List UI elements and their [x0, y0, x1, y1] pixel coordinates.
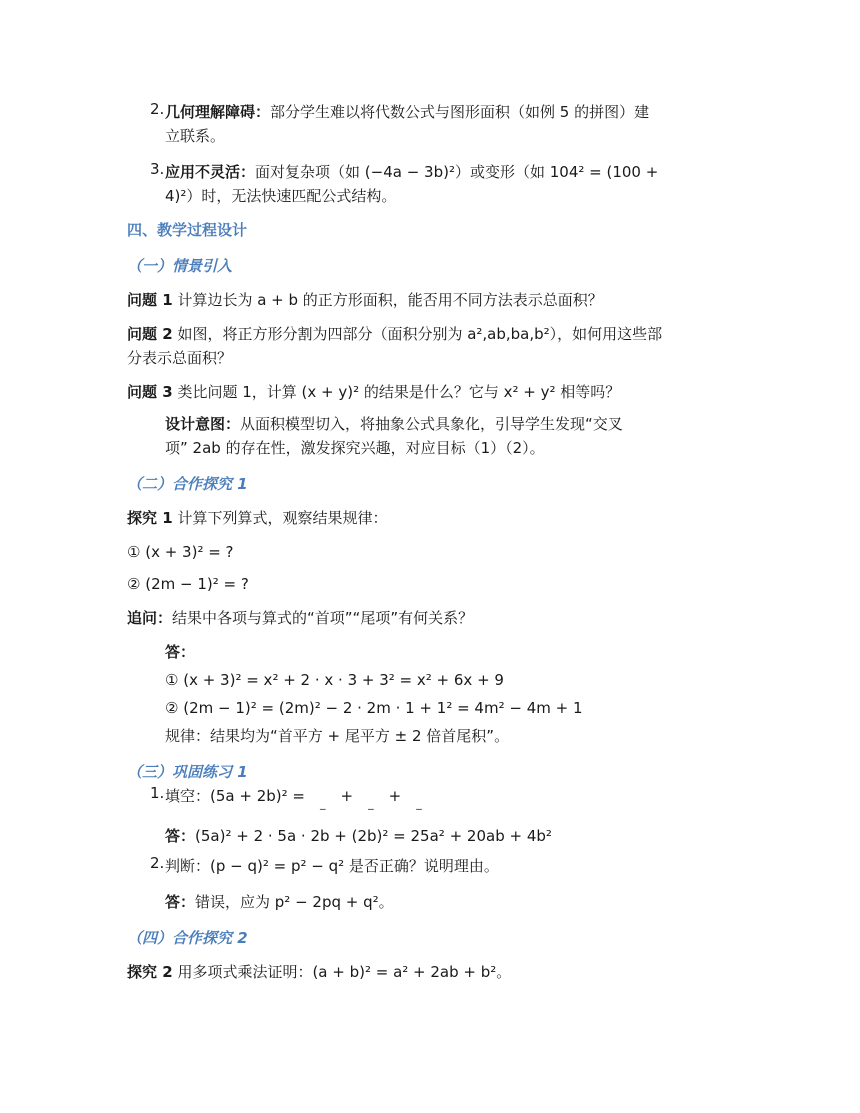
fill-blank: _	[368, 797, 374, 810]
subsection-heading: （一）情景引入	[127, 257, 233, 275]
item-label: 应用不灵活：	[165, 163, 256, 181]
explore-text: 用多项式乘法证明：(a + b)² = a² + 2ab + b²。	[172, 963, 512, 981]
answer-label-text: 答：	[165, 643, 196, 661]
question-text: 类比问题 1，计算 (x + y)² 的结果是什么？它与 x² + y² 相等吗？	[172, 383, 621, 401]
question-label: 问题 3	[127, 383, 173, 401]
list-number: 2.	[150, 854, 165, 872]
answer-line: ② (2m − 1)² = (2m)² − 2 · 2m · 1 + 1² = 4m² − 4m + 1	[165, 699, 583, 717]
list-item	[165, 160, 725, 184]
practice-2: 判断：(p − q)² = p² − q² 是否正确？说明理由。	[165, 857, 499, 875]
practice-text: 填空：(5a + 2b)² =	[165, 787, 305, 805]
answer-text: 错误，应为 p² − 2pq + q²。	[195, 893, 394, 911]
question-text: 如图，将正方形分割为四部分（面积分别为 a²,ab,ba,b²），如何用这些部	[172, 325, 663, 343]
item-text-cont: 立联系。	[165, 127, 226, 145]
item-text: 面对复杂项（如 (−4a − 3b)²）或变形（如 104² = (100 +	[255, 163, 659, 181]
exercise-item: ① (x + 3)² = ?	[127, 543, 234, 561]
fill-blank: _	[416, 797, 422, 810]
explore-label: 探究 2	[127, 963, 173, 981]
question-2	[127, 322, 727, 346]
item-text-cont: 4)²）时，无法快速匹配公式结构。	[165, 187, 397, 205]
question-1	[127, 288, 727, 312]
subsection-heading: （四）合作探究 2	[127, 929, 248, 947]
answer-text: (5a)² + 2 · 5a · 2b + (2b)² = 25a² + 20ab + 4b²	[195, 827, 552, 845]
exercise-item: ② (2m − 1)² = ?	[127, 575, 249, 593]
item-label: 几何理解障碍：	[165, 103, 271, 121]
subsection-heading: （二）合作探究 1	[127, 475, 248, 493]
explore-1	[127, 506, 727, 530]
list-number: 3.	[150, 160, 165, 178]
design-text-cont: 项” 2ab 的存在性，激发探究兴趣，对应目标（1）（2）。	[165, 439, 545, 457]
answer-label-text: 答：	[165, 827, 196, 845]
question-text: 计算边长为 a + b 的正方形面积，能否用不同方法表示总面积？	[172, 291, 603, 309]
plus-sign: +	[388, 787, 402, 805]
list-number: 2.	[150, 100, 165, 118]
answer-line: ① (x + 3)² = x² + 2 · x · 3 + 3² = x² + 6x + 9	[165, 671, 504, 689]
practice-answer	[165, 824, 725, 848]
list-number: 1.	[150, 784, 165, 802]
follow-label: 追问：	[127, 609, 173, 627]
explore-2	[127, 960, 727, 984]
question-text-cont: 分表示总面积？	[127, 349, 233, 367]
explore-label: 探究 1	[127, 509, 173, 527]
section-heading: 四、教学过程设计	[127, 221, 248, 239]
list-item	[165, 100, 725, 124]
plus-sign: +	[340, 787, 354, 805]
follow-up	[127, 606, 727, 630]
subsection-heading: （三）巩固练习 1	[127, 763, 248, 781]
question-3	[127, 380, 727, 404]
item-text: 部分学生难以将代数公式与图形面积（如例 5 的拼图）建	[270, 103, 650, 121]
practice-answer	[165, 890, 725, 914]
question-label: 问题 2	[127, 325, 173, 343]
explore-text: 计算下列算式，观察结果规律：	[172, 509, 388, 527]
design-text: 从面积模型切入，将抽象公式具象化，引导学生发现“交叉	[240, 415, 623, 433]
design-intent	[165, 412, 725, 436]
answer-label	[165, 640, 725, 664]
practice-1	[165, 784, 725, 816]
fill-blank: _	[320, 797, 326, 810]
rule-text: 规律：结果均为“首平方 + 尾平方 ± 2 倍首尾积”。	[165, 727, 510, 745]
design-label: 设计意图：	[165, 415, 241, 433]
question-label: 问题 1	[127, 291, 173, 309]
answer-label-text: 答：	[165, 893, 196, 911]
follow-text: 结果中各项与算式的“首项”“尾项”有何关系？	[172, 609, 474, 627]
